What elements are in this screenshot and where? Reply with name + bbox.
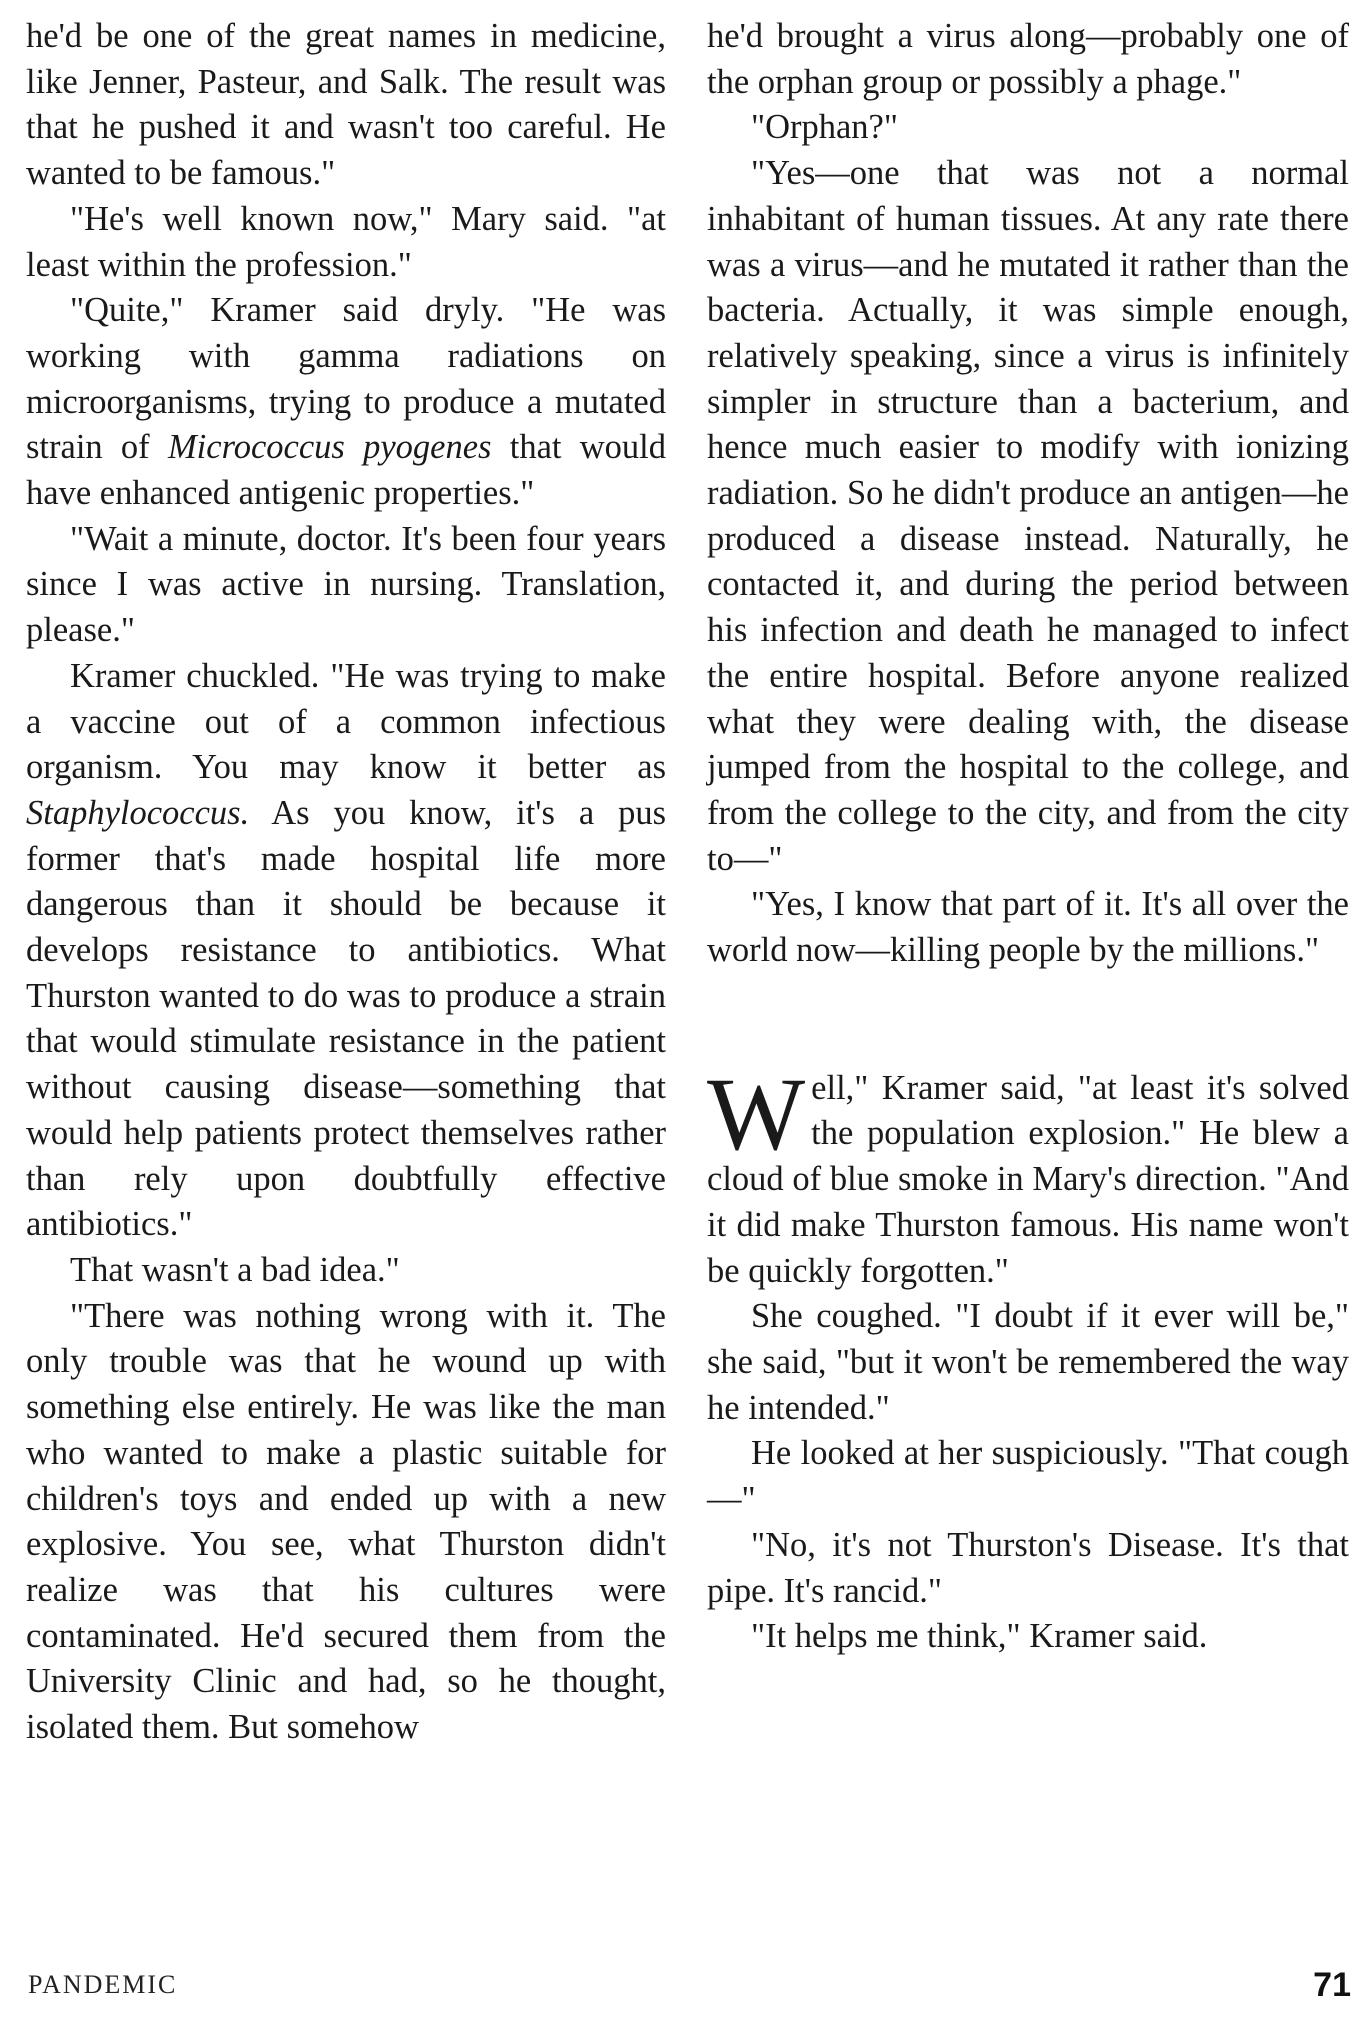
- paragraph: "It helps me think," Kramer said.: [751, 1617, 1208, 1656]
- section-break: [707, 974, 1349, 1066]
- paragraph: [26, 654, 666, 1248]
- paragraph: "He's well known now," Mary said. "at least within the profession.": [26, 199, 666, 284]
- page-footer: [28, 1966, 1351, 2010]
- drop-cap: W: [707, 1056, 806, 1172]
- paragraph: "Wait a minute, doctor. It's been four years since I was active in nursing. Translation, please.": [26, 519, 666, 650]
- paragraph: "No, it's not Thurston's Disease. It's that pipe. It's rancid.": [707, 1525, 1349, 1610]
- paragraph: he'd be one of the great names in medicine, like Jenner, Pasteur, and Salk. The result was that he pushed it and wasn't too careful. He wanted to be famous.": [26, 17, 666, 193]
- paragraph: That wasn't a bad idea.": [70, 1250, 400, 1289]
- running-title: PANDEMIC: [28, 1970, 178, 1999]
- left-column: [26, 14, 666, 1751]
- paragraph: [707, 1056, 1349, 1295]
- paragraph: "Orphan?": [751, 108, 898, 147]
- paragraph: he'd brought a virus along—probably one of the orphan group or possibly a phage.": [707, 17, 1349, 101]
- right-column: [707, 14, 1349, 1660]
- paragraph: "Yes—one that was not a normal inhabitant of human tissues. At any rate there was a virus—and he mutated it rather than the bacteria. Actually, it was simple enough, relatively speaking, since a virus is infinitely simpler in structure than a bacterium, and hence much easier to modify with ionizing radiation. So he didn't produce an antigen—he produced a disease instead. Naturally, he contacted it, and during the period between his infection and death he managed to infect the entire hospital. Before anyone realized what they were dealing with, the disease jumped from the hospital to the college, and from the college to the city, and from the city to—": [707, 154, 1349, 878]
- text-run: "Quite," Kramer said dryly. "He was working with gamma radiations on microorganisms, trying to produce a mutated strain of: [26, 291, 666, 467]
- paragraph: "There was nothing wrong with it. The only trouble was that he wound up with something else entirely. He was like the man who wanted to make a plastic suitable for children's toys and ended up with a new explosive. You see, what Thurston didn't realize was that his cultures were contaminated. He'd secured them from the University Clinic and had, so he thought, isolated them. But somehow: [26, 1296, 666, 1747]
- paragraph: He looked at her suspiciously. "That cough—": [707, 1434, 1349, 1519]
- italic-term: Micrococcus pyogenes: [167, 428, 492, 467]
- text-run: Kramer chuckled. "He was trying to make a vaccine out of a common infectious organism. You may know it better as: [26, 656, 666, 787]
- italic-term: Staphylococcus.: [26, 793, 250, 832]
- paragraph: [26, 288, 666, 517]
- text-run: that would have enhanced antigenic properties.": [26, 428, 667, 513]
- paragraph: "Yes, I know that part of it. It's all over the world now—killing people by the millions.": [707, 885, 1349, 970]
- text-run: As you know, it's a pus former that's made hospital life more dangerous than it should be because it develops resistance to antibiotics. What Thurston wanted to do was to produce a strain that would stimulate resistance in the patient without causing disease—something that would help patients protect themselves rather than rely upon doubtfully effective antibiotics.": [26, 793, 666, 1244]
- text-run: ell," Kramer said, "at least it's solved the population explosion." He blew a cloud of blue smoke in Mary's direction. "And it did make Thurston famous. His name won't be quickly forgotten.": [707, 1068, 1349, 1290]
- page-number: 71: [1313, 1966, 1351, 2004]
- paragraph: She coughed. "I doubt if it ever will be," she said, "but it won't be remembered the way he intended.": [707, 1297, 1349, 1427]
